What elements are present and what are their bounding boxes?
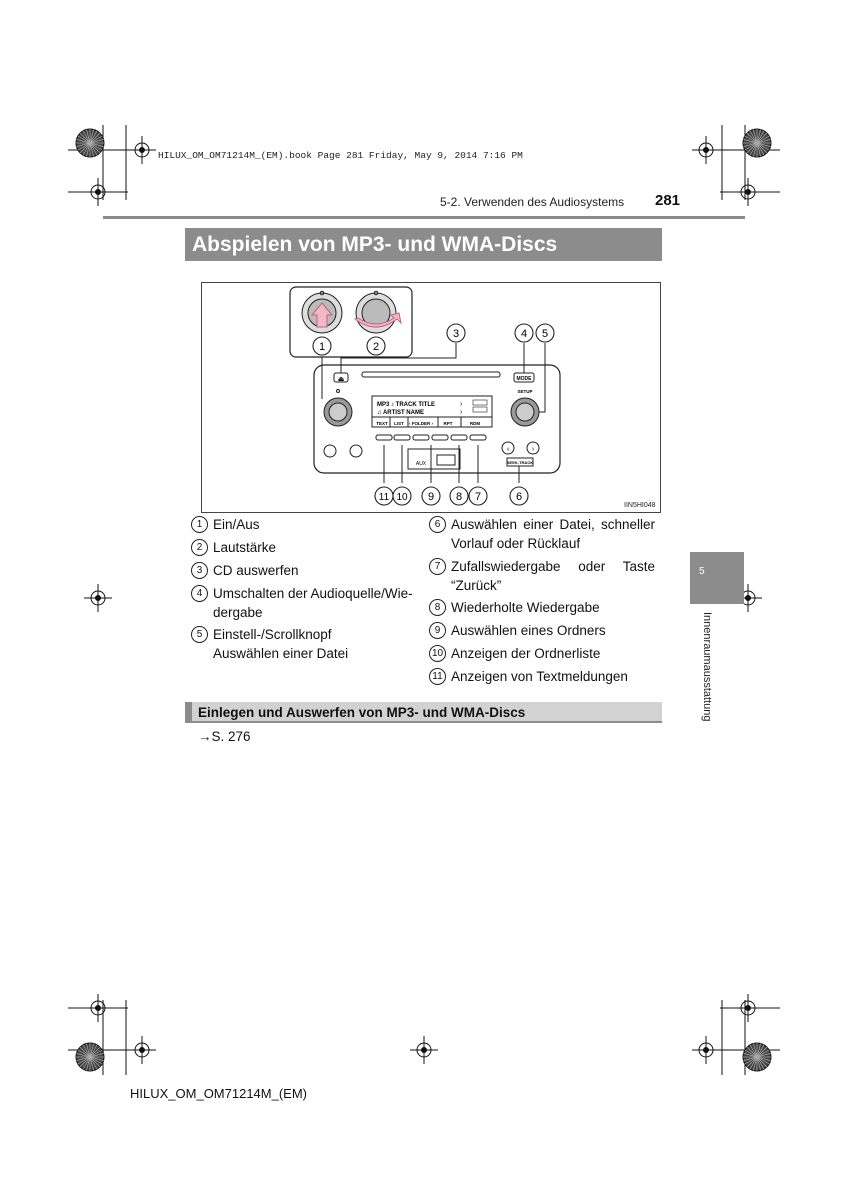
aux-label: AUX [415,461,427,467]
list-item: 6 Auswählen einer Datei, schneller Vorlauf oder Rücklauf [429,515,655,555]
display-line-2: ♫ ARTIST NAME [377,410,424,416]
preset-button [470,435,486,440]
svg-text:›: › [460,409,463,416]
callout-number: 6 [515,491,523,503]
setup-label: SETUP [517,389,533,394]
callout-number: 3 [452,328,460,340]
preset-button [451,435,467,440]
list-item: 5 Einstell-/Scrollknopf Auswählen einer Datei [191,625,416,665]
callout-number: 7 [474,491,482,503]
display-button-label: TEXT [376,421,388,426]
list-item: 4 Umschalten der Audioquelle/Wie- dergabe [191,584,416,624]
mode-label: MODE [516,376,532,382]
audio-unit-figure [201,282,661,513]
callout-number: 8 [455,491,463,503]
callout-number: 1 [318,341,326,353]
eject-icon: ⏏ [337,376,345,383]
footer-code: HILUX_OM_OM71214M_(EM) [130,1086,307,1101]
callout-number: 10 [396,492,408,503]
display-line-1: MP3 ♪ TRACK TITLE [377,402,435,408]
audio-unit-illustration [202,283,660,512]
header-rule [103,216,745,219]
chapter-tab-label: Innenraumausstattung [701,612,713,722]
callout-number: 9 [427,491,435,503]
callout-number: 4 [520,328,528,340]
seek-track-label: SEEK-TRACK [506,460,534,465]
svg-text:›: › [531,446,535,453]
display-button-label: LIST [394,421,404,426]
svg-text:›: › [460,401,463,408]
chapter-tab [690,552,744,604]
preset-button [413,435,429,440]
usb-port [437,455,455,465]
subsection-title: Einlegen und Auswerfen von MP3- und WMA-Discs [185,702,662,723]
preset-button [394,435,410,440]
callout-number: 5 [541,328,549,340]
page-reference-link[interactable]: →S. 276 [198,729,251,744]
figure-code: IIN5HI048 [624,502,656,509]
page-title: Abspielen von MP3- und WMA-Discs [185,228,662,261]
preset-button [376,435,392,440]
page-number: 281 [655,192,681,209]
left-round-button-2 [350,445,362,457]
book-info: HILUX_OM_OM71214M_(EM).book Page 281 Friday, May 9, 2014 7:16 PM [158,150,523,161]
chapter-tab-number: 5 [699,566,705,577]
left-round-button-1 [324,445,336,457]
preset-button [432,435,448,440]
display-button-label: RPT [443,421,453,426]
list-item: 7 Zufallswiedergabe oder Taste “Zurück” [429,557,655,597]
display-button-label: RDM [469,421,481,426]
callout-number: 2 [372,341,380,353]
section-label: 5-2. Verwenden des Audiosystems [440,195,625,209]
cd-slot [362,372,500,377]
callout-number: 11 [378,492,390,503]
svg-text:‹: ‹ [506,446,510,453]
display-button-label: ‹ FOLDER › [409,421,433,426]
